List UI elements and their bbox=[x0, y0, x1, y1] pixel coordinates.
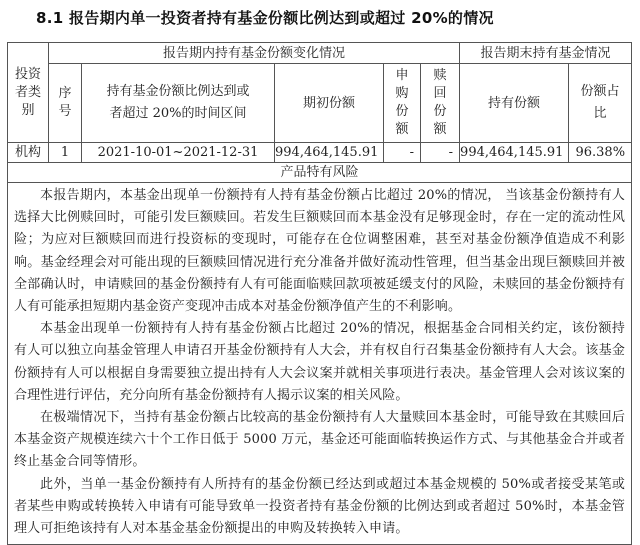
header-share-ratio bbox=[569, 64, 632, 143]
header-subscription-label: 申购份额 bbox=[395, 68, 409, 137]
header-share-ratio-label: 份额占比 bbox=[580, 84, 620, 121]
group-header-during-period: 报告期内持有基金份额变化情况 bbox=[49, 43, 460, 64]
cell-seq: 1 bbox=[49, 143, 82, 163]
cell-redemption-shares: - bbox=[421, 143, 460, 163]
header-investor-type bbox=[8, 43, 49, 143]
header-seq-label: 序号 bbox=[58, 86, 72, 119]
risk-paragraph: 此外，当单一基金份额持有人所持有的基金份额已经达到或超过本基金规模的 50%或者接受某笔或者某些申购或转换转入申请有可能导致单一投资者持有基金份额的比例达到或者超过 50%时，本基金管理人可拒绝该持有人对本基金基金份额提出的申购及转换转入申请。 bbox=[14, 476, 626, 537]
risk-paragraph: 在极端情况下，当持有基金份额占比较高的基金份额持有人大量赎回本基金时，可能导致在其赎回后本基金资产规模连续六十个工作日低于 5000 万元，基金还可能面临转换运作方式、与其他基金合并或者终止基金合同等情形。 bbox=[14, 410, 626, 470]
cell-interval: 2021-10-01~2021-12-31 bbox=[82, 143, 275, 163]
header-interval bbox=[82, 64, 275, 143]
cell-subscription-shares: - bbox=[384, 143, 421, 163]
header-holding-shares: 持有份额 bbox=[460, 64, 569, 143]
risk-body bbox=[8, 183, 632, 545]
header-redemption-label: 赎回份额 bbox=[433, 68, 447, 137]
header-opening-shares: 期初份额 bbox=[275, 64, 384, 143]
cell-share-ratio: 96.38% bbox=[569, 143, 632, 163]
cell-holding-shares: 994,464,145.91 bbox=[460, 143, 569, 163]
header-seq bbox=[49, 64, 82, 143]
header-redemption-shares bbox=[421, 64, 460, 143]
section-title: 8.1 报告期内单一投资者持有基金份额比例达到或超过 20%的情况 bbox=[36, 9, 494, 27]
risk-paragraph: 本基金出现单一份额持有人持有基金份额占比超过 20%的情况，根据基金合同相关约定，该份额持有人可以独立向基金管理人申请召开基金份额持有人大会，并有权自行召集基金份额持有人大会。该基金份额持有人可以根据自身需要独立提出持有人大会议案并就相关事项进行表决。基金管理人会对该议案的合理性进行评估，充分向所有基金份额持有人揭示议案的相关风险。 bbox=[14, 321, 626, 403]
risk-title: 产品特有风险 bbox=[8, 163, 632, 183]
cell-investor-type: 机构 bbox=[8, 143, 49, 163]
risk-paragraph: 本报告期内，本基金出现单一份额持有人持有基金份额占比超过 20%的情况， 当该基金份额持有人选择大比例赎回时，可能引发巨额赎回。若发生巨额赎回而本基金没有足够现金时，存在一定的流动性风险；为应对巨额赎回而进行投资标的变现时，可能存在仓位调整困难，甚至对基金份额净值造成不利影响。基金经理会对可能出现的巨额赎回情况进行充分准备并做好流动性管理，但当基金出现巨额赎回并被全部确认时，申请赎回的基金份额持有人有可能面临赎回款项被延缓支付的风险，未赎回的基金份额持有人有可能承担短期内基金资产变现冲击成本对基金份额净值产生的不利影响。 bbox=[14, 188, 626, 315]
holdings-table bbox=[7, 42, 632, 545]
cell-opening-shares: 994,464,145.91 bbox=[275, 143, 384, 163]
group-header-end-of-period: 报告期末持有基金情况 bbox=[460, 43, 632, 64]
header-interval-label: 持有基金份额比例达到或者超过 20%的时间区间 bbox=[106, 84, 250, 121]
header-investor-type-label: 投资者类别 bbox=[14, 66, 41, 118]
header-subscription-shares bbox=[384, 64, 421, 143]
table-row bbox=[8, 143, 632, 163]
